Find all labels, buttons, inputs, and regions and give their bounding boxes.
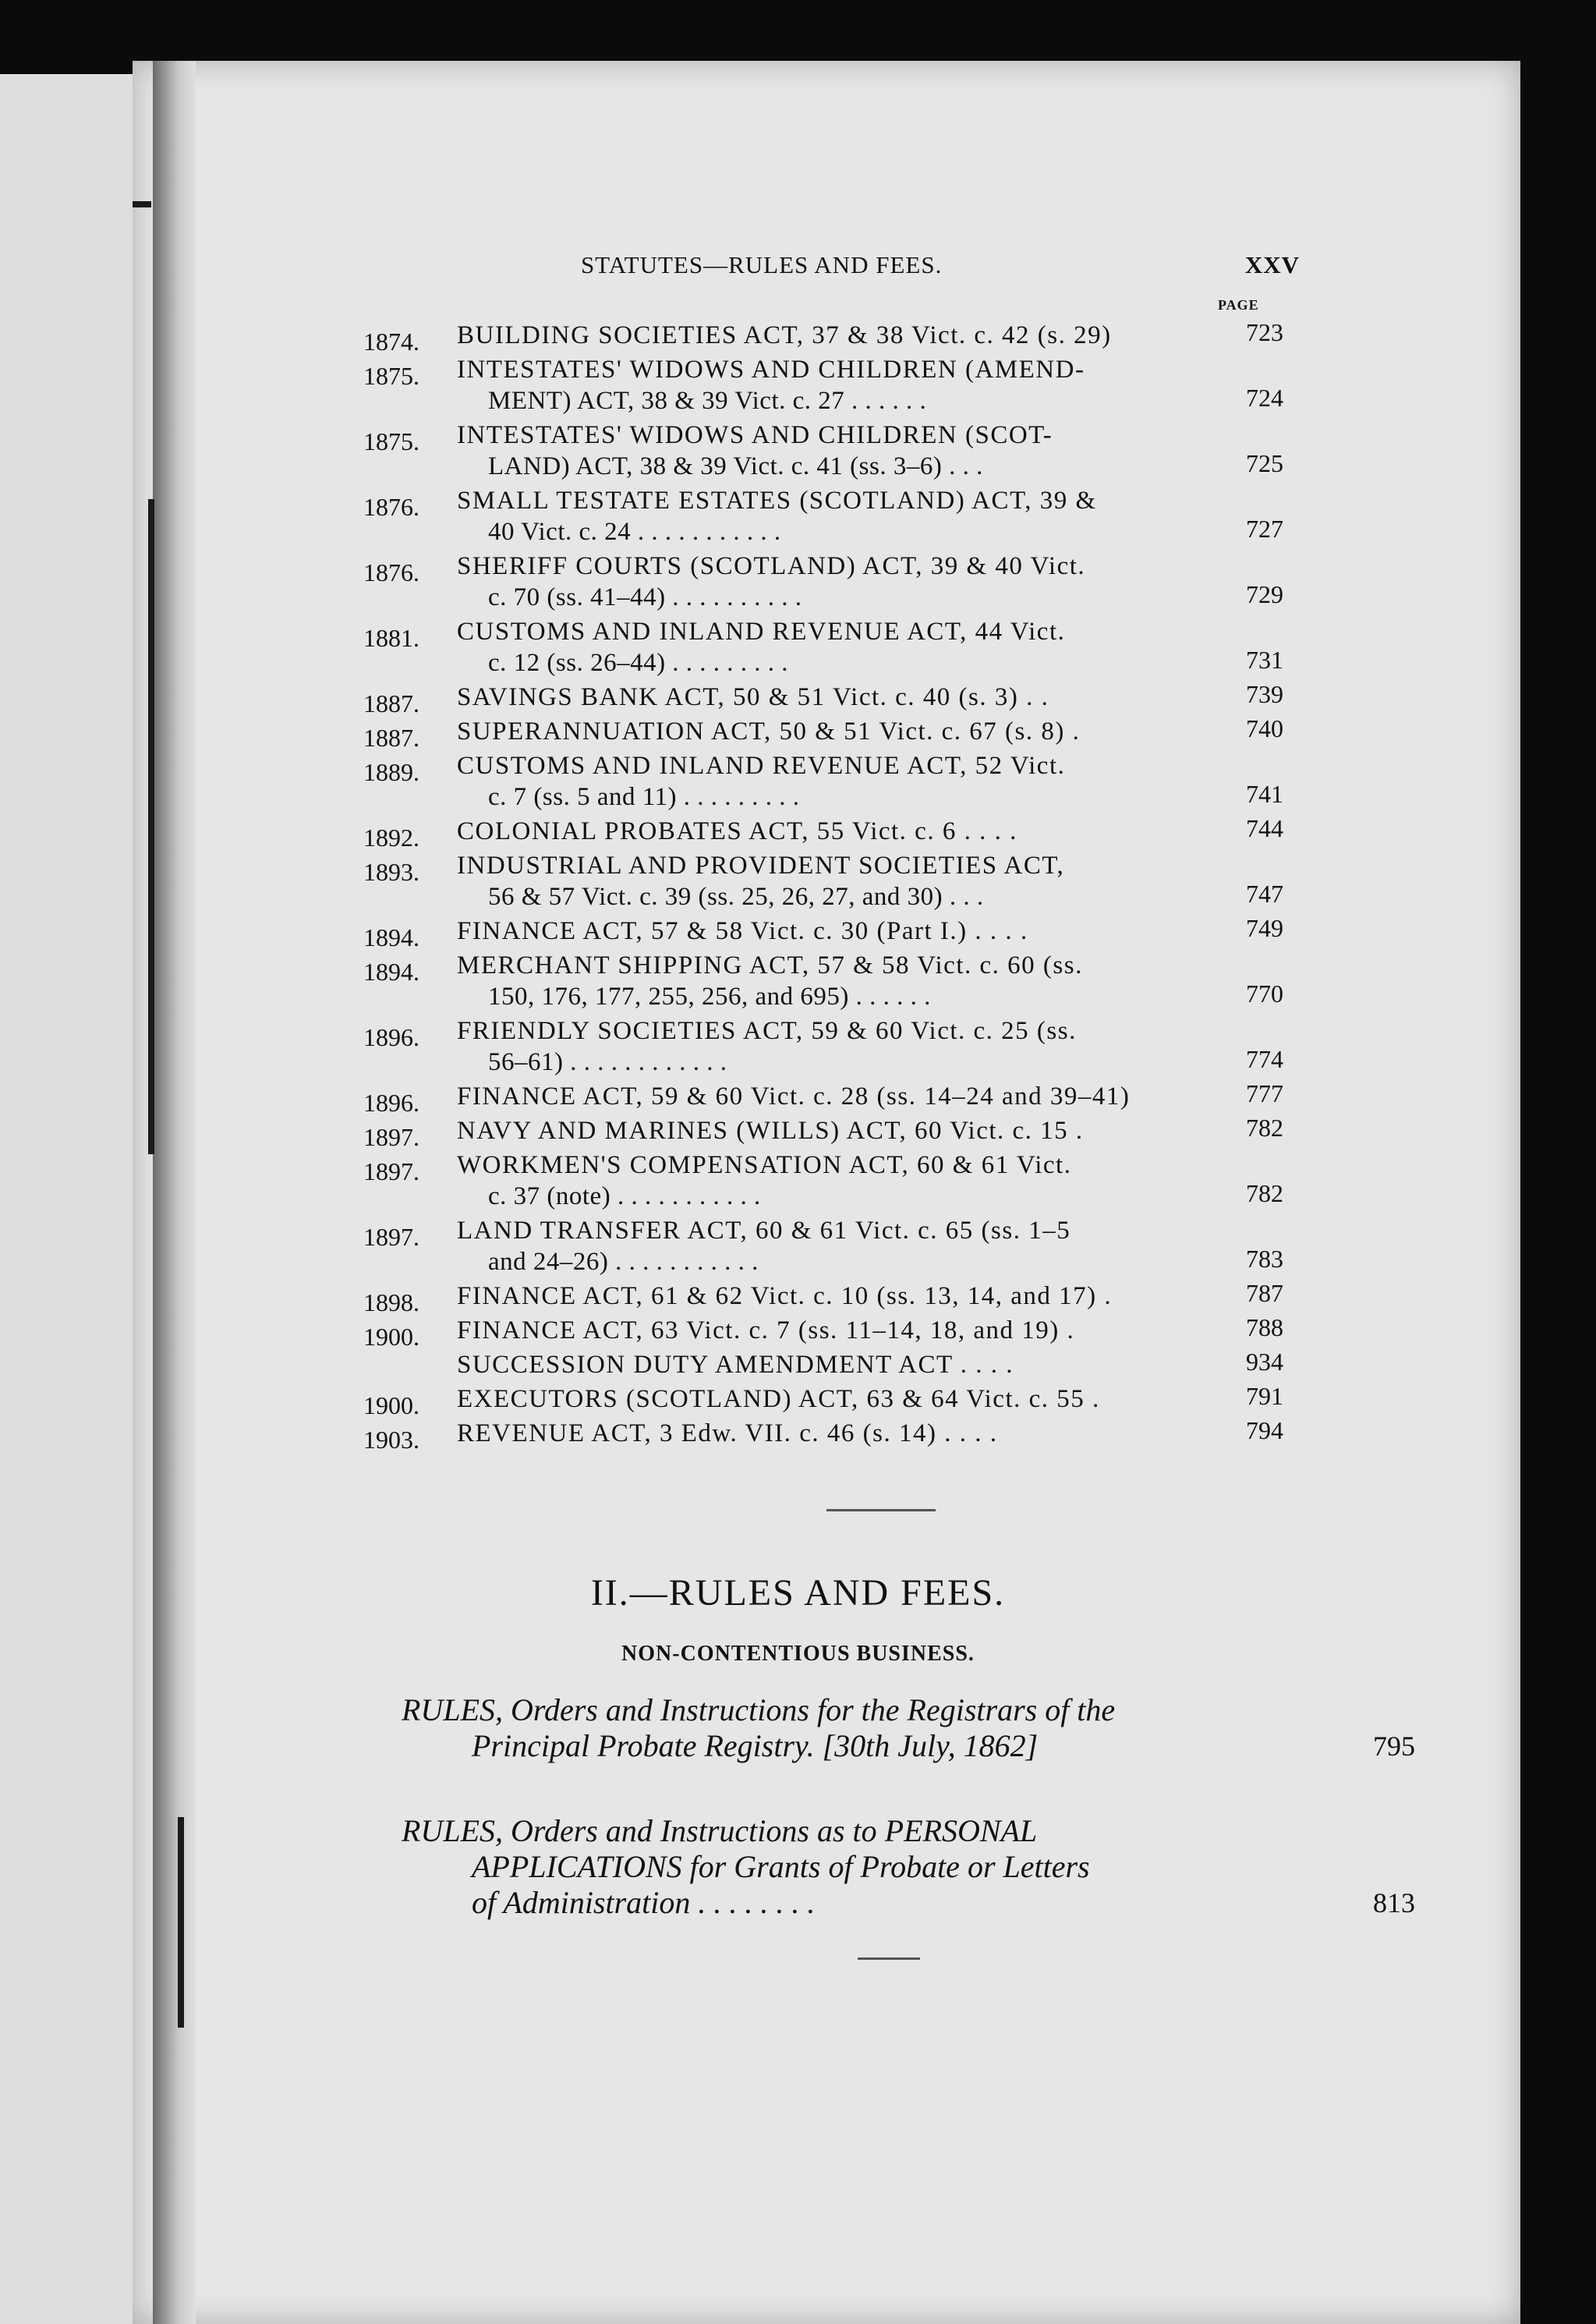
entry-text <box>457 816 1209 847</box>
entry-line: 56–61) . . . . . . . . . . . . <box>488 1048 727 1076</box>
page-number: 791 <box>1246 1382 1283 1410</box>
page-number: 725 <box>1246 449 1283 477</box>
entry-year: 1898. <box>363 1288 419 1316</box>
page-column-label: PAGE <box>1218 297 1259 313</box>
entry-line: c. 70 (ss. 41–44) . . . . . . . . . . <box>488 583 802 611</box>
entry-line: 150, 176, 177, 255, 256, and 695) . . . . . . <box>488 983 931 1011</box>
rules-line: RULES, Orders and Instructions as to PERSONAL <box>402 1813 1038 1848</box>
statute-entry <box>363 1382 1283 1419</box>
entry-line: SUCCESSION DUTY AMENDMENT ACT . . . . <box>457 1351 1014 1379</box>
statute-entry <box>363 850 1283 912</box>
section-divider <box>826 1509 936 1511</box>
statute-entry <box>363 1150 1283 1212</box>
page-number: 740 <box>1246 714 1283 742</box>
entry-line: MERCHANT SHIPPING ACT, 57 & 58 Vict. c. 60 (ss. <box>457 951 1083 980</box>
entry-text <box>457 716 1209 747</box>
entry-year: 1887. <box>363 724 419 752</box>
entry-line: SAVINGS BANK ACT, 50 & 51 Vict. c. 40 (s. 3) . . <box>457 683 1049 711</box>
statute-entry <box>363 714 1283 752</box>
entry-text <box>457 1081 1209 1112</box>
statute-entry <box>363 750 1283 813</box>
page-number: 782 <box>1246 1179 1283 1207</box>
rules-line: APPLICATIONS for Grants of Probate or Letters <box>472 1849 1090 1884</box>
page-number: 794 <box>1246 1416 1283 1444</box>
entry-text <box>457 682 1209 713</box>
entry-line: CUSTOMS AND INLAND REVENUE ACT, 52 Vict. <box>457 752 1066 780</box>
rules-line: Principal Probate Registry. [30th July, 1862] <box>472 1728 1039 1763</box>
statute-entry <box>363 680 1283 717</box>
entry-year: 1896. <box>363 1089 419 1117</box>
entry-line: MENT) ACT, 38 & 39 Vict. c. 27 . . . . . . <box>488 387 927 415</box>
entry-year: 1894. <box>363 958 419 986</box>
statute-entry <box>363 914 1283 951</box>
entry-text <box>457 616 1209 678</box>
margin-mark <box>148 499 154 1154</box>
page-number: 813 <box>1373 1887 1415 1918</box>
entry-line: and 24–26) . . . . . . . . . . . <box>488 1248 759 1276</box>
entry-line: FINANCE ACT, 63 Vict. c. 7 (ss. 11–14, 18, and 19) . <box>457 1316 1075 1344</box>
page-number: 723 <box>1246 318 1283 346</box>
statute-entry <box>363 1215 1283 1277</box>
entry-year: 1896. <box>363 1023 419 1051</box>
entry-line: WORKMEN'S COMPENSATION ACT, 60 & 61 Vict. <box>457 1151 1072 1179</box>
statute-entry <box>363 616 1283 678</box>
entry-year: 1900. <box>363 1391 419 1419</box>
statute-entry <box>363 950 1283 1012</box>
entry-line: EXECUTORS (SCOTLAND) ACT, 63 & 64 Vict. c. 55 . <box>457 1385 1100 1413</box>
entry-line: INTESTATES' WIDOWS AND CHILDREN (AMEND- <box>457 356 1085 384</box>
page-number: 739 <box>1246 680 1283 708</box>
entry-text <box>457 320 1209 351</box>
statute-entry <box>363 1279 1283 1316</box>
entry-year: 1876. <box>363 558 419 586</box>
entry-year: 1889. <box>363 758 419 786</box>
entry-line: NAVY AND MARINES (WILLS) ACT, 60 Vict. c. 15 . <box>457 1117 1084 1145</box>
entry-text <box>457 1115 1209 1146</box>
page-number: 783 <box>1246 1245 1283 1273</box>
page-number: 729 <box>1246 580 1283 608</box>
page-number: 744 <box>1246 814 1283 842</box>
entry-text <box>457 1281 1209 1312</box>
rules-entry <box>402 1692 1415 1764</box>
entry-year: 1893. <box>363 858 419 886</box>
entry-year: 1887. <box>363 689 419 717</box>
page-number: 782 <box>1246 1114 1283 1142</box>
entry-year: 1875. <box>363 427 419 455</box>
entry-text <box>457 1215 1209 1277</box>
entry-line: LAND TRANSFER ACT, 60 & 61 Vict. c. 65 (ss. 1–5 <box>457 1217 1071 1245</box>
rules-line: of Administration . . . . . . . . <box>472 1885 816 1920</box>
section-title: II.—RULES AND FEES. <box>590 1572 1006 1614</box>
entry-text <box>457 551 1209 613</box>
closing-divider <box>858 1957 920 1960</box>
statute-entry <box>363 814 1283 852</box>
entry-year: 1903. <box>363 1426 419 1454</box>
margin-mark <box>133 201 151 207</box>
page-number: 934 <box>1246 1348 1283 1376</box>
entry-year: 1897. <box>363 1157 419 1185</box>
entry-line: c. 7 (ss. 5 and 11) . . . . . . . . . <box>488 783 800 811</box>
entry-year: 1897. <box>363 1223 419 1251</box>
entry-year: 1900. <box>363 1323 419 1351</box>
statute-entry <box>363 1349 1283 1380</box>
entry-line: SUPERANNUATION ACT, 50 & 51 Vict. c. 67 (s. 8) . <box>457 717 1081 746</box>
page-number: 770 <box>1246 980 1283 1008</box>
entry-year: 1897. <box>363 1123 419 1151</box>
page-gutter <box>153 61 196 2324</box>
entry-text <box>457 1150 1209 1212</box>
statute-entry <box>363 354 1283 416</box>
entry-line: c. 37 (note) . . . . . . . . . . . <box>488 1182 761 1210</box>
page-number: 777 <box>1246 1079 1283 1107</box>
entry-line: FINANCE ACT, 61 & 62 Vict. c. 10 (ss. 13, 14, and 17) . <box>457 1282 1113 1310</box>
page-number: 749 <box>1246 914 1283 942</box>
statute-list <box>363 320 1283 1452</box>
entry-text <box>457 1418 1209 1449</box>
entry-text <box>457 1383 1209 1415</box>
page-number: 788 <box>1246 1313 1283 1341</box>
entry-line: REVENUE ACT, 3 Edw. VII. c. 46 (s. 14) . . . . <box>457 1419 998 1447</box>
entry-text <box>457 850 1209 912</box>
entry-year: 1894. <box>363 923 419 951</box>
statute-entry <box>363 420 1283 482</box>
entry-text <box>457 750 1209 813</box>
page-number: 787 <box>1246 1279 1283 1307</box>
statute-entry <box>363 1015 1283 1078</box>
statute-entry <box>363 485 1283 547</box>
entry-text <box>457 950 1209 1012</box>
rules-entry <box>402 1813 1415 1921</box>
entry-text <box>457 420 1209 482</box>
statute-entry <box>363 1114 1283 1151</box>
statute-entry <box>363 1079 1283 1117</box>
rules-line: RULES, Orders and Instructions for the Registrars of the <box>402 1692 1116 1727</box>
entry-line: FINANCE ACT, 57 & 58 Vict. c. 30 (Part I.) . . . . <box>457 917 1028 945</box>
entry-line: LAND) ACT, 38 & 39 Vict. c. 41 (ss. 3–6) . . . <box>488 452 983 480</box>
entry-line: SMALL TESTATE ESTATES (SCOTLAND) ACT, 39 & <box>457 487 1097 515</box>
statute-entry <box>363 318 1283 356</box>
entry-line: 56 & 57 Vict. c. 39 (ss. 25, 26, 27, and 30) . . . <box>488 883 984 911</box>
entry-text <box>457 485 1209 547</box>
entry-line: c. 12 (ss. 26–44) . . . . . . . . . <box>488 649 789 677</box>
page-number: 747 <box>1246 880 1283 908</box>
entry-line: FRIENDLY SOCIETIES ACT, 59 & 60 Vict. c. 25 (ss. <box>457 1017 1077 1045</box>
page-number: 727 <box>1246 515 1283 543</box>
entry-year: 1892. <box>363 824 419 852</box>
entry-line: COLONIAL PROBATES ACT, 55 Vict. c. 6 . . . . <box>457 817 1017 845</box>
header-title: STATUTES—RULES AND FEES. <box>581 251 943 278</box>
entry-line: 40 Vict. c. 24 . . . . . . . . . . . <box>488 518 781 546</box>
section-subtitle: NON-CONTENTIOUS BUSINESS. <box>621 1642 975 1666</box>
statute-entry <box>363 1416 1283 1454</box>
entry-line: INDUSTRIAL AND PROVIDENT SOCIETIES ACT, <box>457 852 1065 880</box>
entry-line: SHERIFF COURTS (SCOTLAND) ACT, 39 & 40 Vict. <box>457 552 1086 580</box>
entry-year: 1875. <box>363 362 419 390</box>
page-numeral: XXV <box>1244 251 1300 278</box>
entry-line: INTESTATES' WIDOWS AND CHILDREN (SCOT- <box>457 421 1053 449</box>
page-number: 724 <box>1246 384 1283 412</box>
entry-line: FINANCE ACT, 59 & 60 Vict. c. 28 (ss. 14–24 and 39–41) <box>457 1082 1131 1111</box>
statute-entry <box>363 1313 1283 1351</box>
entry-text <box>457 1349 1209 1380</box>
entry-text <box>457 1015 1209 1078</box>
entry-text <box>457 1315 1209 1346</box>
entry-line: BUILDING SOCIETIES ACT, 37 & 38 Vict. c. 42 (s. 29) <box>457 321 1112 349</box>
margin-mark <box>178 1817 184 2028</box>
statute-entry <box>363 551 1283 613</box>
entry-text <box>457 916 1209 947</box>
entry-text <box>457 354 1209 416</box>
entry-year: 1876. <box>363 493 419 521</box>
entry-year: 1874. <box>363 328 419 356</box>
page-number: 795 <box>1373 1731 1415 1762</box>
entry-year: 1881. <box>363 624 419 652</box>
entry-line: CUSTOMS AND INLAND REVENUE ACT, 44 Vict. <box>457 618 1066 646</box>
page-number: 731 <box>1246 646 1283 674</box>
page-number: 774 <box>1246 1045 1283 1073</box>
page-number: 741 <box>1246 780 1283 808</box>
